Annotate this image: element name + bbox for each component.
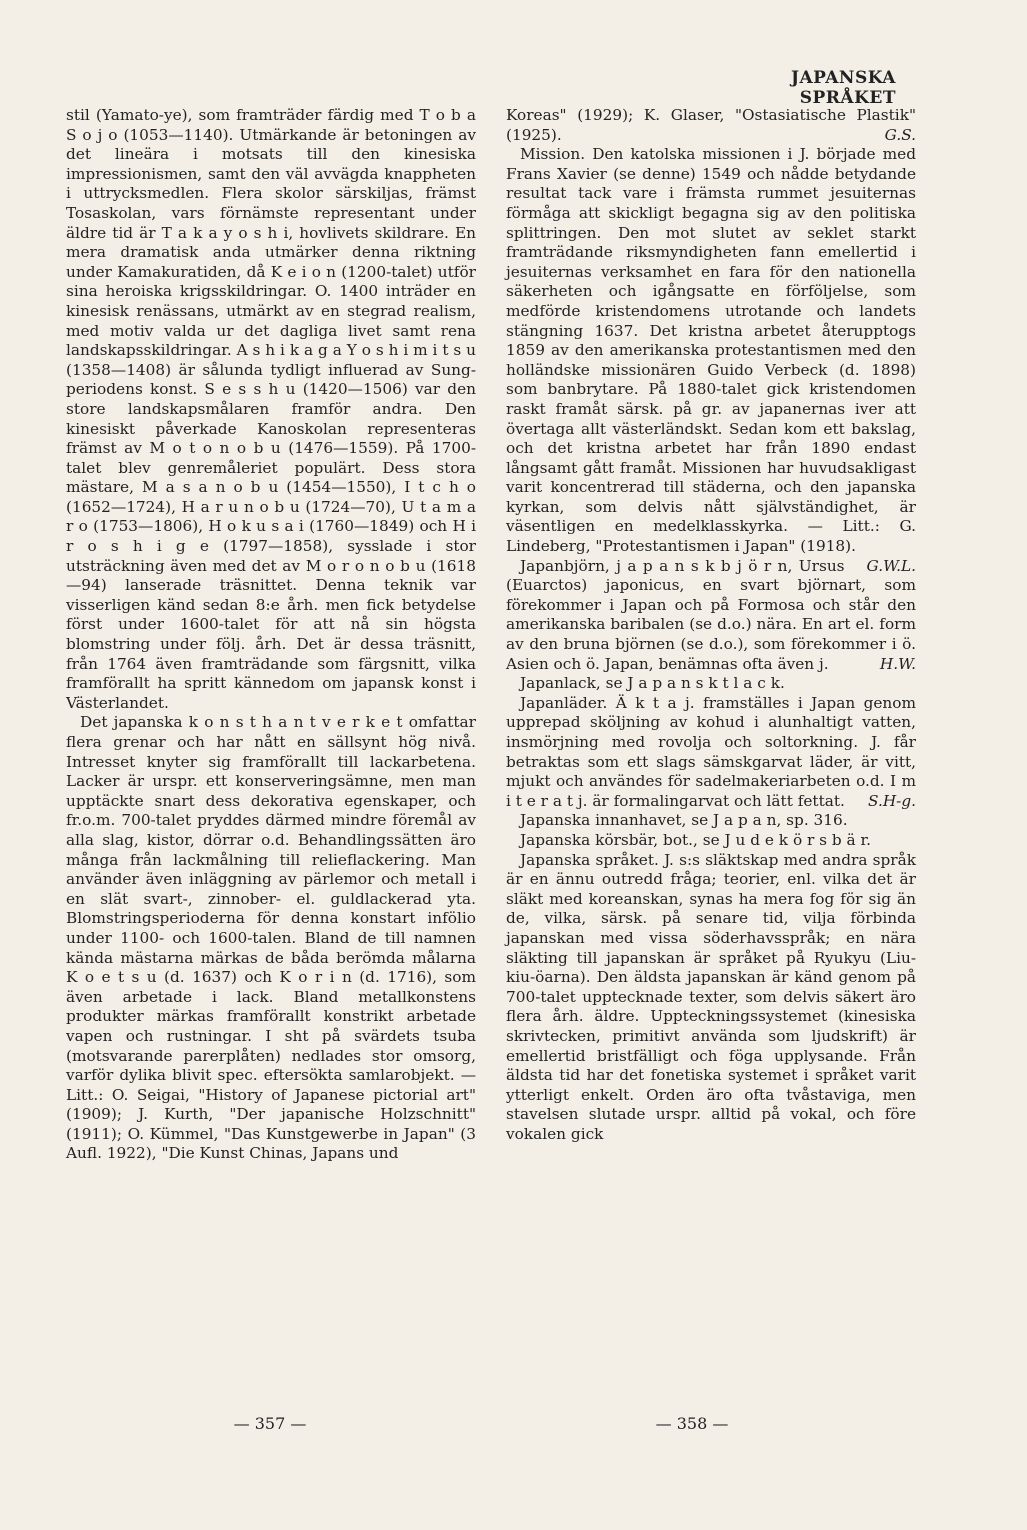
- entry-japanlack: Japanlack, se J a p a n s k t l a c k.: [520, 674, 785, 693]
- paragraph-konsthantverket: Det japanska k o n s t h a n t v e r k e t omfattar flera grenar och har nått en sällsynt hög nivå. Intresset knyter sig framförallt till lackarbetena. Lacker är urspr. ett konserveringsämne, men man upptäckte snart dess dekorativa egenskaper, och fr.o.m. 700-talet pryddes därmed mindre föremål av alla slag, kistor, dörrar o.d. Behandlingssätten äro många från lackmålning till relieflackering. Man använder även inläggning av pärlemor och metall i en slät svart-, zinnober- el. guldlackerad yta. Blomstringsperioderna för denna konstart infölio under 1100- och 1600-talen. Bland de till namnen kända mästarna märkas de båda berömda målarna K o e t s u (d. 1637) och K o r i n (d. 1716), som även arbetade i lack. Bland metallkonstens produkter märkas framförallt konstrikt arbetade vapen och rustningar. I sht på svärdets tsuba (motsvarande parerplåten) nedlades stor omsorg, varför dylika blivit spec. eftersökta samlarobjekt. — Litt.: O. Seigai, "History of Japanese pictorial art" (1909); J. Kurth, "Der japanische Holzschnitt" (1911); O. Kümmel, "Das Kunstgewerbe in Japan" (3 Aufl. 1922), "Die Kunst Chinas, Japans und: [66, 713, 476, 1163]
- paragraph-mission: [506, 145, 916, 575]
- paragraph-art: stil (Yamato-ye), som framträder färdig med T o b a S o j o (1053—1140). Utmärkande är betoningen av det lineära i motsats till den kinesiska impressionismen, samt den väl avvägda knappheten i uttrycksmedlen. Flera skolor särskiljas, främst Tosaskolan, vars förnämste representant under äldre tid är T a k a y o s h i, hovlivets skildrare. En mera dramatisk anda utmärker denna riktning under Kamakuratiden, då K e i o n (1200-talet) utför sina heroiska krigsskildringar. O. 1400 inträder en kinesisk renässans, utmärkt av en stegrad realism, med motiv valda ur det dagliga livet samt rena landskapsskildringar. A s h i k a g a Y o s h i m i t s u (1358—1408) är sålunda tydligt influerad av Sung-periodens konst. S e s s h u (1420—1506) var den store landskapsmålaren framför andra. Den kinesiskt påverkade Kanoskolan representeras främst av M o t o n o b u (1476—1559). På 1700-talet blev genremåleriet populärt. Dess stora mästare, M a s a n o b u (1454—1550), I t c h o (1652—1724), H a r u n o b u (1724—70), U t a m a r o (1753—1806), H o k u s a i (1760—1849) och H i r o s h i g e (1797—1858), sysslade i stor utsträckning även med det av M o r o n o b u (1618—94) lanserade träsnittet. Denna teknik var visserligen känd sedan 8:e årh. men fick betydelse först under 1600-talet för att nå sin högsta blomstring under följ. årh. Det är dessa träsnitt, från 1764 även framträdande som färgsnitt, vilka framförallt ha spritt kännedom om japansk konst i Västerlandet.: [66, 106, 476, 712]
- entry-japanska-korsbar: Japanska körsbär, bot., se J u d e k ö r s b ä r.: [520, 830, 872, 849]
- entry-text: Japanläder. Ä k t a j. framställes i Japan genom upprepad sköljning av kohud i alunhaltigt vatten, insmörjning med rovolja och soltorkning. J. får betraktas som ett slags sämskgarvat läder, är vitt, mjukt och användes för sadelmakeriarbeten o.d. I m i t e r a t j. är formalingarvat och lätt fettat.: [506, 693, 916, 810]
- paragraph-text: Koreas" (1929); K. Glaser, "Ostasiatische Plastik" (1925).: [506, 106, 916, 144]
- page-number-right: — 358 —: [655, 1414, 729, 1433]
- signature: S.H-g.: [868, 791, 916, 810]
- paragraph-art-cont: [506, 106, 916, 145]
- entry-japanlader: [506, 694, 916, 812]
- page-number-left: — 357 —: [233, 1414, 307, 1433]
- entry-text: Japanbjörn, j a p a n s k b j ö r n, Ursus (Euarctos) japonicus, en svart björnart, som förekommer i Japan och på Formosa och står den amerikanska baribalen (se d.o.) nära. En art el. form av den bruna björnen (se d.o.), som förekommer i ö. Asien och ö. Japan, benämnas ofta även j.: [506, 556, 916, 673]
- paragraph-text: Mission. Den katolska missionen i J. började med Frans Xavier (se denne) 1549 och nådde betydande resultat tack vare i främsta rummet jesuiternas förmåga att skickligt begagna sig av den politiska splittringen. Den mot slutet av seklet starkt framträdande riksmyndigheten fann emellertid i jesuiternas verksamhet en fara för den nationella säkerheten och igångsatte en förföljelse, som medförde kristendomens utrotande och landets stängning 1637. Det kristna arbetet återupptogs 1859 av den amerikanska protestantismen med den holländske missionären Guido Verbeck (d. 1898) som banbrytare. På 1880-talet gick kristendomen raskt framåt särsk. på gr. av japanernas iver att övertaga allt västerländskt. Sedan kom ett bakslag, och det kristna arbetet har från 1890 endast långsamt gått framåt. Missionen har huvudsakligast varit koncentrerad till städerna, och den japanska kyrkan, som delvis nått självständighet, är väsentligen en medelklasskyrka. — Litt.: G. Lindeberg, "Protestantismen i Japan" (1918).: [506, 145, 916, 556]
- entry-japanska-innanhavet: Japanska innanhavet, se J a p a n, sp. 316.: [520, 811, 848, 830]
- signature: G.W.L.: [866, 556, 916, 575]
- left-column: [66, 106, 476, 1164]
- entry-japanska-spraket: Japanska språket. J. s:s släktskap med andra språk är en ännu outredd fråga; teorier, enl. vilka det är släkt med koreanskan, synas ha mera fog för sig än de, vilka, särsk. på senare tid, vilja förbinda japanskan med vissa söderhavsspråk; en nära släkting till japanskan är språket på Ryukyu (Liu-kiu-öarna). Den äldsta japanskan är känd genom på 700-talet upptecknade texter, som delvis säkert äro flera årh. äldre. Uppteckningssystemet (kinesiska skrivtecken, primitivt använda som ljudskrift) är emellertid bristfälligt och föga upplysande. Från äldsta tid har det fonetiska systemet i språket varit ytterligt enkelt. Orden äro ofta tvåstaviga, men stavelsen slutade urspr. alltid på vokal, och före vokalen gick: [506, 850, 916, 1143]
- signature: H.W.: [879, 654, 916, 673]
- signature: G.S.: [884, 125, 916, 144]
- right-column: [506, 106, 916, 1144]
- running-head: JAPANSKA SPRÅKET: [790, 68, 896, 108]
